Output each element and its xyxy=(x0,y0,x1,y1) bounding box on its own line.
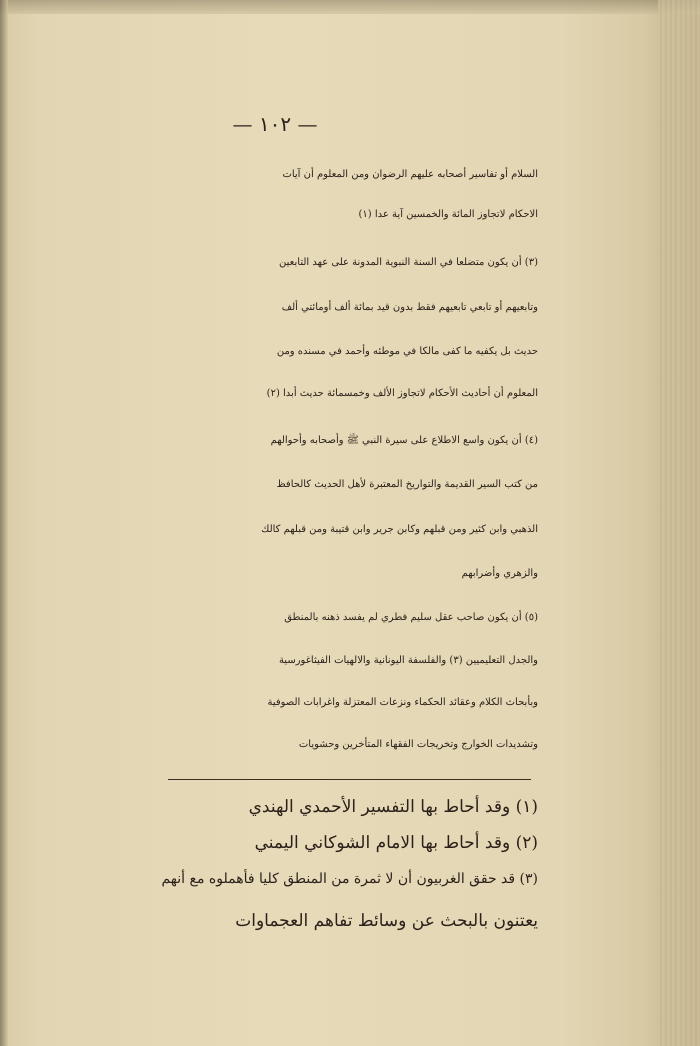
footnote-divider xyxy=(168,779,531,780)
footnote-line: يعتنون بالبحث عن وسائط تفاهم العجماوات xyxy=(235,911,538,931)
body-line: الذهبي وابن كثير ومن قبلهم وكابن جرير وابن قتيبة ومن قبلهم كالك xyxy=(261,524,538,535)
body-line: السلام أو تفاسير أصحابه عليهم الرضوان ومن المعلوم أن آيات xyxy=(282,169,538,180)
body-line: (٣) أن يكون متضلعا في السنة النبوية المدونة على عهد التابعين xyxy=(279,257,538,268)
body-line: (٥) أن يكون صاحب عقل سليم فطري لم يفسد ذهنه بالمنطق xyxy=(284,612,538,623)
body-line: والجدل التعليميين (٣) والفلسفة اليونانية والالهيات الفيثاغورسية xyxy=(278,655,538,666)
body-line: والزهري وأضرابهم xyxy=(461,568,538,579)
footnote-line: (٢) وقد أحاط بها الامام الشوكاني اليمني xyxy=(254,833,538,853)
body-line: وتشديدات الخوارج وتخريجات الفقهاء المتأخرين وحشويات xyxy=(298,739,538,750)
page-number: — ١٠٢ — xyxy=(232,112,318,136)
page-top-shadow xyxy=(0,0,700,14)
footnote-line: (١) وقد أحاط بها التفسير الأحمدي الهندي xyxy=(248,797,538,817)
page-left-shadow xyxy=(0,0,8,1046)
body-line: وتابعيهم أو تابعي تابعيهم فقط بدون قيد بمائة ألف أومائتي ألف xyxy=(281,302,538,313)
body-line: المعلوم أن أحاديث الأحكام لاتجاوز الألف وخمسمائة حديث أبدا (٢) xyxy=(266,388,538,399)
page-edge-stack xyxy=(658,0,700,1046)
body-line: وبأبحاث الكلام وعقائد الحكماء ونزعات المعتزلة واغرابات الصوفية xyxy=(267,697,538,708)
body-line: الاحكام لاتجاوز المائة والخمسين آية عدا (١) xyxy=(358,209,538,220)
body-line: (٤) أن يكون واسع الاطلاع على سيرة النبي ﷺ وأصحابه وأحوالهم xyxy=(270,435,538,446)
body-line: من كتب السير القديمة والتواريخ المعتبرة لأهل الحديث كالحافظ xyxy=(276,479,538,490)
body-line: حديث بل يكفيه ما كفى مالكا في موطئه وأحمد في مسنده ومن xyxy=(276,346,538,357)
footnote-line: (٣) قد حقق الغربيون أن لا ثمرة من المنطق كليا فأهملوه مع أنهم xyxy=(161,871,538,887)
